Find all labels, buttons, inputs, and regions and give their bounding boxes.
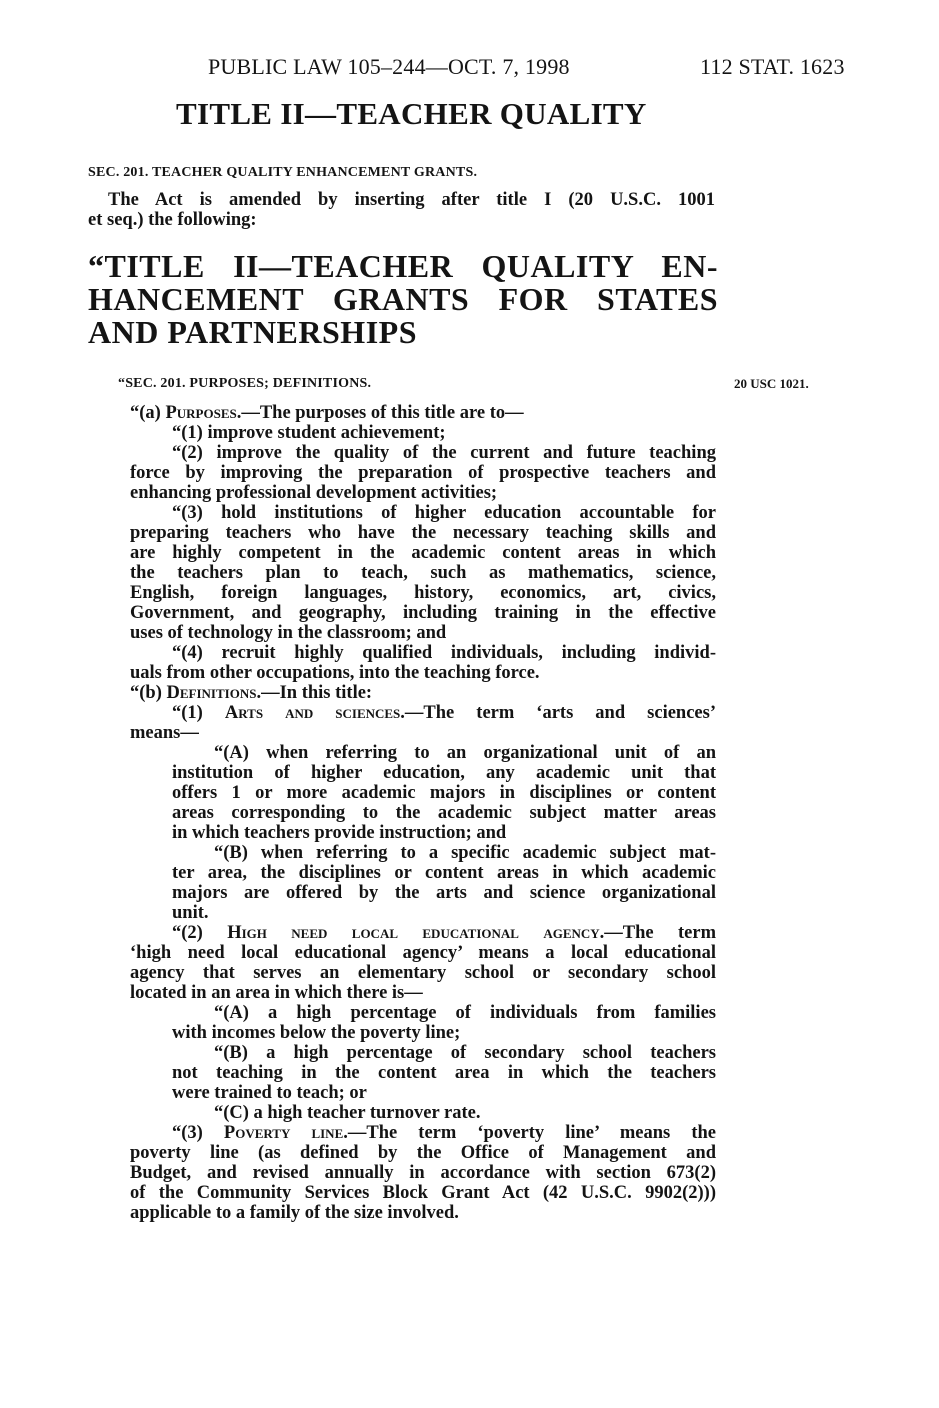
definition-1-b (172, 843, 716, 923)
purposes-intro-text: .—The purposes of this title are to— (236, 403, 524, 423)
text-line: uses of technology in the classroom; and (130, 623, 447, 643)
running-header-left: PUBLIC LAW 105–244—OCT. 7, 1998 (208, 54, 570, 79)
term-caption: Poverty line (223, 1123, 344, 1143)
text-line: ‘high need local educational agency’ means a local educational (130, 943, 716, 963)
purpose-4 (130, 643, 716, 683)
title-heading: TITLE II—TEACHER QUALITY (176, 96, 647, 131)
text-line: the teachers plan to teach, such as mathematics, science, (130, 563, 716, 583)
definition-2-b (172, 1043, 716, 1103)
text-line: majors are offered by the arts and science organizational (172, 883, 716, 903)
definition-text: .—The term ‘poverty line’ means the (343, 1123, 716, 1143)
text-line: with incomes below the poverty line; (172, 1023, 461, 1043)
text-line: areas corresponding to the academic subject matter areas (172, 803, 716, 823)
text-line: applicable to a family of the size involved. (130, 1203, 459, 1223)
subsection-caption: Purposes (165, 403, 237, 423)
margin-citation: 20 USC 1021. (734, 376, 809, 391)
running-header-page-number: 112 STAT. 1623 (700, 54, 845, 79)
inserted-title (88, 250, 718, 349)
text-line: unit. (172, 903, 209, 923)
paragraph-marker: “(a) (130, 403, 166, 423)
definition-1 (130, 703, 716, 743)
inserted-section-heading: “SEC. 201. PURPOSES; DEFINITIONS. (118, 376, 372, 391)
text-line: institution of higher education, any academic unit that (172, 763, 716, 783)
text-line: are highly competent in the academic content areas in which (130, 543, 716, 563)
text-line: Government, and geography, including training in the effective (130, 603, 716, 623)
text-line: “(A) when referring to an organizational unit of an (214, 743, 716, 763)
definitions-intro (130, 683, 372, 703)
purpose-1: “(1) improve student achievement; (172, 423, 446, 443)
definition-2-c: “(C) a high teacher turnover rate. (214, 1103, 481, 1123)
paragraph-marker: “(b) (130, 683, 167, 703)
text-line: “(B) a high percentage of secondary school teachers (214, 1043, 716, 1063)
text-line: poverty line (as defined by the Office of Management and (130, 1143, 716, 1163)
text-line: “(A) a high percentage of individuals from families (214, 1003, 716, 1023)
inserted-title-line: “TITLE II—TEACHER QUALITY EN- (88, 248, 718, 284)
definition-text: .—The term ‘arts and sciences’ (400, 703, 716, 723)
section-intro (108, 190, 715, 210)
definition-2 (130, 923, 716, 1003)
intro-line: et seq.) the following: (88, 210, 257, 230)
text-line: located in an area in which there is— (130, 983, 423, 1003)
section-201-heading: SEC. 201. TEACHER QUALITY ENHANCEMENT GRANTS. (88, 165, 478, 180)
definition-text: .—The term (599, 923, 716, 943)
text-line: preparing teachers who have the necessary teaching skills and (130, 523, 716, 543)
text-line: “(B) when referring to a specific academic subject mat- (214, 843, 716, 863)
text-line: means— (130, 723, 199, 743)
text-line: offers 1 or more academic majors in disciplines or content (172, 783, 716, 803)
inserted-title-line: AND PARTNERSHIPS (88, 314, 417, 350)
paragraph-marker: “(1) (172, 703, 225, 723)
text-line (130, 703, 716, 723)
text-line: Budget, and revised annually in accordance with section 673(2) (130, 1163, 716, 1183)
definition-2-a (172, 1003, 716, 1043)
intro-line: The Act is amended by inserting after title I (20 U.S.C. 1001 (108, 190, 715, 210)
inserted-title-line: HANCEMENT GRANTS FOR STATES (88, 281, 718, 317)
text-line: ter area, the disciplines or content areas in which academic (172, 863, 716, 883)
paragraph-marker: “(3) (172, 1123, 224, 1143)
text-line: of the Community Services Block Grant Act (42 U.S.C. 9902(2))) (130, 1183, 716, 1203)
text-line: enhancing professional development activities; (130, 483, 498, 503)
text-line: agency that serves an elementary school or secondary school (130, 963, 716, 983)
text-line: not teaching in the content area in which the teachers (172, 1063, 716, 1083)
purpose-3 (130, 503, 716, 643)
text-line (130, 1123, 716, 1143)
text-line: in which teachers provide instruction; and (172, 823, 507, 843)
purpose-2 (130, 443, 716, 503)
paragraph-marker: “(2) (172, 923, 228, 943)
term-caption: Arts and sciences (224, 703, 401, 723)
purposes-intro (130, 403, 524, 423)
subsection-caption: Definitions (166, 683, 257, 703)
text-line (130, 923, 716, 943)
text-line: uals from other occupations, into the teaching force. (130, 663, 540, 683)
definitions-intro-text: .—In this title: (256, 683, 373, 703)
term-caption: High need local educational agency (227, 923, 600, 943)
text-line: “(3) hold institutions of higher education accountable for (172, 503, 716, 523)
text-line: English, foreign languages, history, economics, art, civics, (130, 583, 716, 603)
text-line: were trained to teach; or (172, 1083, 367, 1103)
text-line: “(4) recruit highly qualified individuals, including individ- (172, 643, 716, 663)
definition-3 (130, 1123, 716, 1223)
definition-1-a (172, 743, 716, 843)
text-line: force by improving the preparation of prospective teachers and (130, 463, 716, 483)
text-line: “(2) improve the quality of the current and future teaching (172, 443, 716, 463)
